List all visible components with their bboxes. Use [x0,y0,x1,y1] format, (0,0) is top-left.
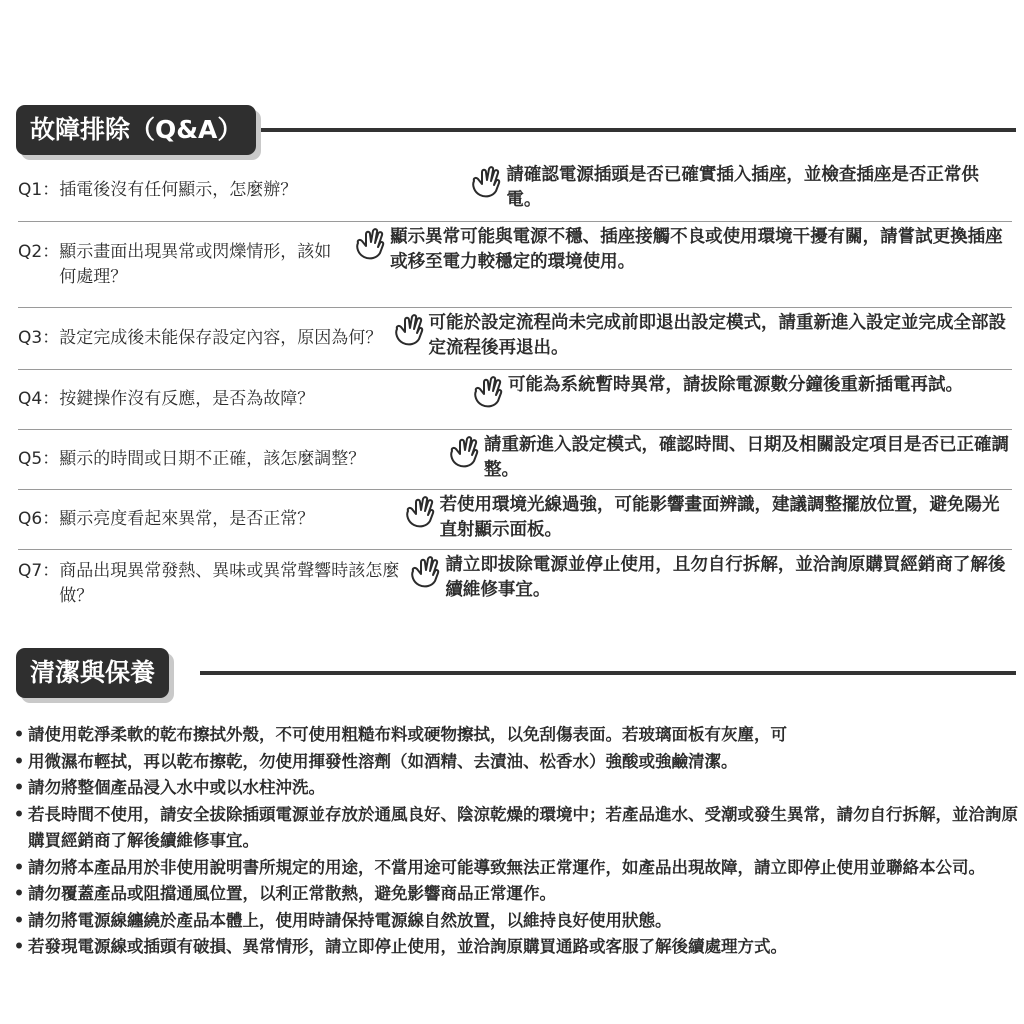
care-item-text: 若發現電源線或插頭有破損、異常情形，請立即停止使用，並洽詢原購買通路或客服了解後續處理方式。 [28,937,787,956]
qa-question [18,490,402,549]
care-item-text: 請勿覆蓋產品或阻擋通風位置，以利正常散熱，避免影響商品正常運作。 [28,884,556,903]
qa-row [18,370,1012,430]
pointing-hand-icon [352,227,388,263]
bullet-icon: • [13,937,25,956]
qa-question-number: Q5： [18,449,60,469]
qa-question-text: 顯示的時間或日期不正確，該怎麼調整？ [59,449,366,469]
care-list [10,722,1018,961]
qa-question-text: 顯示亮度看起來異常，是否正常？ [59,509,315,529]
qa-answer [468,160,1012,221]
qa-row [18,490,1012,550]
care-title: 清潔與保養 [16,648,169,698]
care-header-rule [200,671,1016,675]
qa-question [18,370,470,429]
qa-question-text: 設定完成後未能保存設定內容，原因為何？ [59,328,383,348]
care-list-item [10,775,1018,802]
qa-answer-text: 可能為系統暫時異常，請拔除電源數分鐘後重新插電再試。 [508,375,963,395]
troubleshooting-header [16,105,256,155]
bullet-icon: • [13,778,25,797]
qa-question-number: Q7： [18,561,60,581]
qa-answer-text: 若使用環境光線過強，可能影響畫面辨識，建議調整擺放位置，避免陽光直射顯示面板。 [439,495,1000,540]
qa-question-number: Q4： [18,389,60,409]
troubleshooting-title: 故障排除（Q&A） [16,105,256,155]
qa-question [18,308,391,369]
qa-row [18,430,1012,490]
qa-answer-text: 顯示異常可能與電源不穩、插座接觸不良或使用環境干擾有關，請嘗試更換插座或移至電力較穩定的環境使用。 [390,227,1003,272]
bullet-icon: • [13,804,25,824]
care-item-text: 用微濕布輕拭，再以乾布擦乾，勿使用揮發性溶劑（如酒精、去漬油、松香水）強酸或強鹼清潔。 [28,751,738,771]
qa-question-text: 插電後沒有任何顯示，怎麼辦？ [59,180,298,200]
qa-answer [391,308,1012,369]
pointing-hand-icon [391,313,427,349]
qa-answer [470,370,1012,429]
care-item-text: 若長時間不使用，請安全拔除插頭電源並存放於通風良好、陰涼乾燥的環境中；若產品進水、受潮或發生異常，請勿自行拆解，並洽詢原購買經銷商了解後續維修事宜。 [28,804,1018,850]
care-list-item [10,934,1018,961]
care-list-item [10,749,1018,776]
qa-answer-text: 請重新進入設定模式，確認時間、日期及相關設定項目是否已正確調整。 [484,435,1010,480]
pointing-hand-icon [468,165,504,201]
care-list-item [10,908,1018,935]
qa-question-number: Q2： [18,241,60,262]
pointing-hand-icon [407,555,443,591]
care-item-text: 請使用乾淨柔軟的乾布擦拭外殼，不可使用粗糙布料或硬物擦拭，以免刮傷表面。若玻璃面板有灰塵，可 [28,725,787,744]
qa-question-number: Q1： [18,180,60,200]
care-header [16,648,169,698]
qa-answer [402,490,1012,549]
pointing-hand-icon [470,375,506,411]
qa-list [18,160,1012,618]
care-item-text: 請勿將整個產品浸入水中或以水柱沖洗。 [28,778,325,797]
bullet-icon: • [13,884,25,903]
qa-question-text: 顯示畫面出現異常或閃爍情形，該如何處理？ [59,241,332,287]
qa-question-text: 按鍵操作沒有反應，是否為故障？ [59,389,315,409]
qa-answer-text: 請確認電源插頭是否已確實插入插座，並檢查插座是否正常供電。 [506,165,979,210]
care-list-item [10,881,1018,908]
qa-question [18,430,446,489]
qa-question [18,160,468,221]
troubleshooting-header-rule [260,128,1016,132]
qa-answer [352,222,1012,307]
qa-question-number: Q6： [18,509,60,529]
qa-question [18,222,352,307]
care-list-item [10,855,1018,882]
pointing-hand-icon [402,495,438,531]
bullet-icon: • [13,910,25,930]
qa-question [18,550,407,618]
qa-answer [407,550,1012,618]
qa-answer-text: 可能於設定流程尚未完成前即退出設定模式，請重新進入設定並完成全部設定流程後再退出。 [428,313,1007,358]
care-list-item [10,722,1018,749]
qa-row [18,222,1012,308]
pointing-hand-icon [446,435,482,471]
care-list-item [10,802,1018,855]
qa-row [18,550,1012,618]
bullet-icon: • [13,725,25,744]
qa-answer-text: 請立即拔除電源並停止使用，且勿自行拆解，並洽詢原購買經銷商了解後續維修事宜。 [445,555,1006,600]
bullet-icon: • [13,857,25,877]
qa-question-number: Q3： [18,328,60,348]
qa-question-text: 商品出現異常發熱、異味或異常聲響時該怎麼做？ [59,561,400,606]
care-item-text: 請勿將本產品用於非使用說明書所規定的用途，不當用途可能導致無法正常運作，如產品出現故障，請立即停止使用並聯絡本公司。 [28,857,985,877]
qa-answer [446,430,1012,489]
qa-row [18,160,1012,222]
qa-row [18,308,1012,370]
bullet-icon: • [13,751,25,771]
care-item-text: 請勿將電源線纏繞於產品本體上，使用時請保持電源線自然放置，以維持良好使用狀態。 [28,910,672,930]
